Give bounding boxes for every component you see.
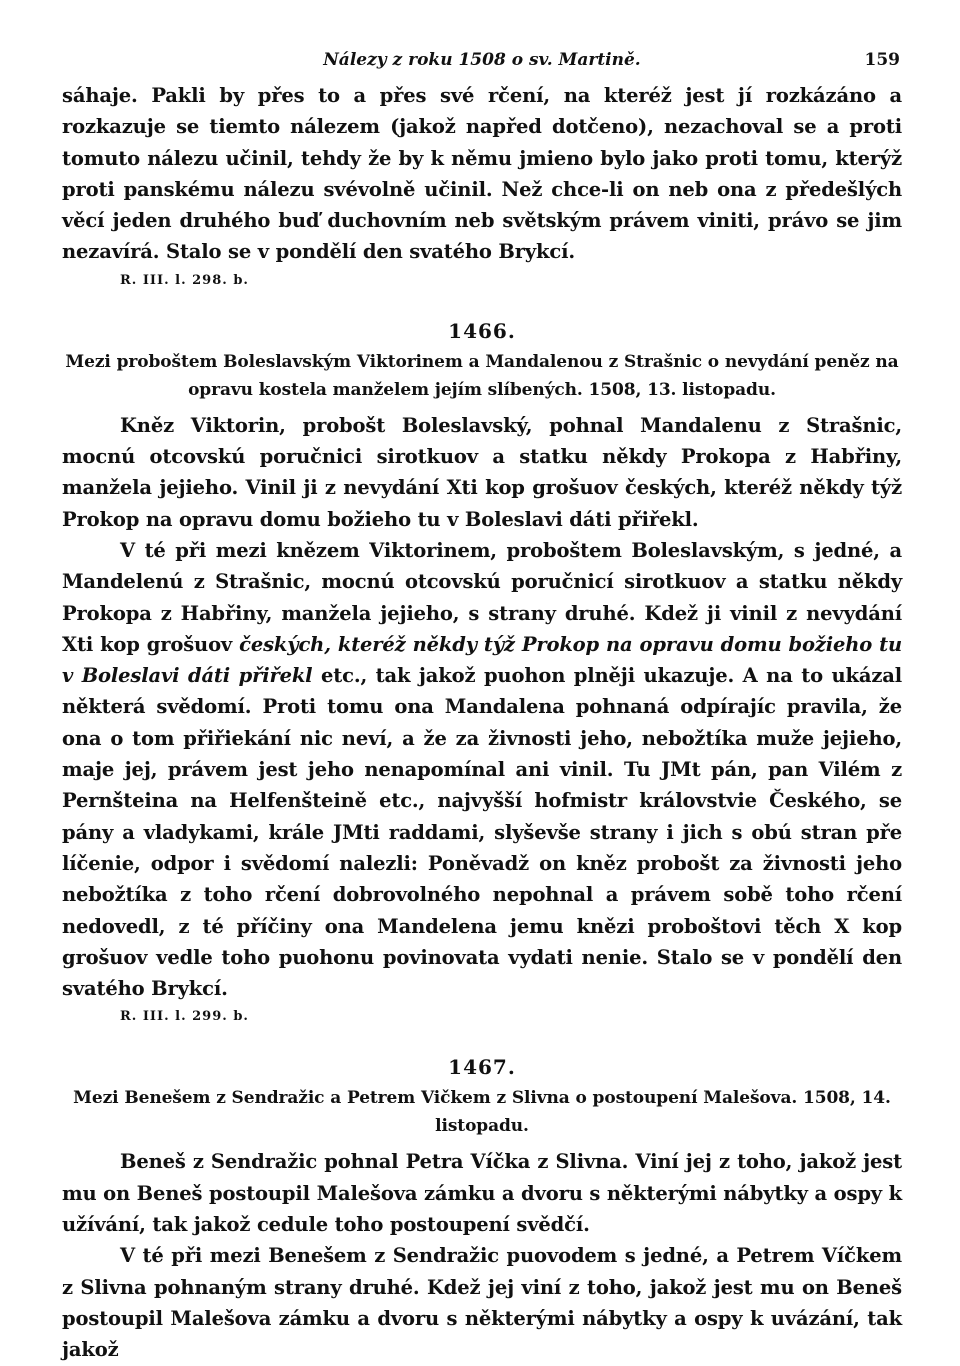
paragraph-text: etc., tak jakož puohon plněji ukazuje. A na to ukázal některá svědomí. Proti tomu ona Mandalena pohnaná odpírajíc pravila, že ona o tom přiřiekání nic neví, a že za živnosti jeho, nebožtíka muže jejieho, maje jej, právem jest jeho nenapomínal ani vinil. Tu JMt pán, pan Vilém z Pernšteina na Helfenšteině etc., najvyšší hofmistr královstvie Českého, se pány a vladykami, krále JMti raddami, slyševše strany i jich s obú stran pře líčenie, odpor i svědomí nalezli: Poněvadž on kněz probošt za živnosti jeho nebožtíka z toho rčení dobrovolného nepohnal a právem sobě toho rčení nedovedl, z té příčiny ona Mandelena jemu knězi proboštovi těch X kop grošuov vedle toho puohonu povinovata vydati nenie. Stalo se v pondělí den svatého Brykcí.: [62, 664, 902, 1001]
source-reference: R. III. l. 299. b.: [120, 1009, 249, 1025]
paragraph-text: V té při mezi knězem Viktorinem, proboštem Boleslavským, s jedné, a Mandelenú z Strašnic, mocnú otcovskú poručnicí sirotkuov a statku někdy Prokopa z Habřiny, manžela jejieho, s strany druhé. Kdež ji vinil z nevydání Xti kop grošuov: [62, 538, 902, 656]
entry-paragraph: Kněz Viktorin, probošt Boleslavský, pohnal Mandalenu z Strašnic, mocnú otcovskú poručnici sirotkuov a statku někdy Prokopa z Habřiny, manžela jejieho. Vinil ji z nevydání Xti kop grošuov českých, kteréž někdy týž Prokop na opravu domu božieho tu v Boleslavi dáti přiřekl.: [62, 413, 902, 531]
entry-summary: Mezi Benešem z Sendražic a Petrem Vičkem z Slivna o postoupení Malešova. 1508, 14. listopadu.: [73, 1088, 891, 1137]
document-page: [62, 40, 902, 1366]
entry-summary: Mezi proboštem Boleslavským Viktorinem a Mandalenou z Strašnic o nevydání peněz na opravu kostela manželem jejím slíbených. 1508, 13. listopadu.: [65, 351, 899, 400]
entry-paragraph: Beneš z Sendražic pohnal Petra Víčka z Slivna. Viní jej z toho, jakož jest mu on Beneš postoupil Malešova zámku a dvoru s některými nábytky a ospy k užívání, tak jakož cedule toho postoupení svědčí.: [62, 1150, 902, 1237]
quoted-text: českých, kteréž někdy týž Prokop na opravu domu božieho tu v Boleslavi dáti přiřekl: [62, 632, 902, 688]
entry-number: 1467.: [448, 1055, 516, 1080]
running-title: Nálezy z roku 1508 o sv. Martině.: [323, 50, 641, 70]
continuation-paragraph: sáhaje. Pakli by přes to a přes své rčení, na kteréž jest jí rozkázáno a rozkazuje se tiemto nálezem (jakož napřed dotčeno), nezachoval se a proti tomuto nálezu učinil, tehdy že by k němu jmieno bylo jako proti tomu, kterýž proti panskému nálezu svévolně učinil. Než chce-li on neb ona z předešlých věcí jeden druhého buď duchovním neb světským právem viniti, právo se jim nezavírá. Stalo se v pondělí den svatého Brykcí.: [62, 84, 902, 264]
entry-number: 1466.: [448, 318, 516, 343]
entry-paragraph: [62, 535, 902, 1004]
source-reference: R. III. l. 298. b.: [120, 272, 249, 288]
entry-paragraph: V té při mezi Benešem z Sendražic puovodem s jedné, a Petrem Víčkem z Slivna pohnaným strany druhé. Kdež jej viní z toho, jakož jest mu on Beneš postoupil Malešova zámku a dvoru s některými nábytky a ospy k uvázání, tak jakož: [62, 1244, 902, 1362]
running-header: [62, 40, 902, 80]
page-number: 159: [864, 50, 900, 70]
